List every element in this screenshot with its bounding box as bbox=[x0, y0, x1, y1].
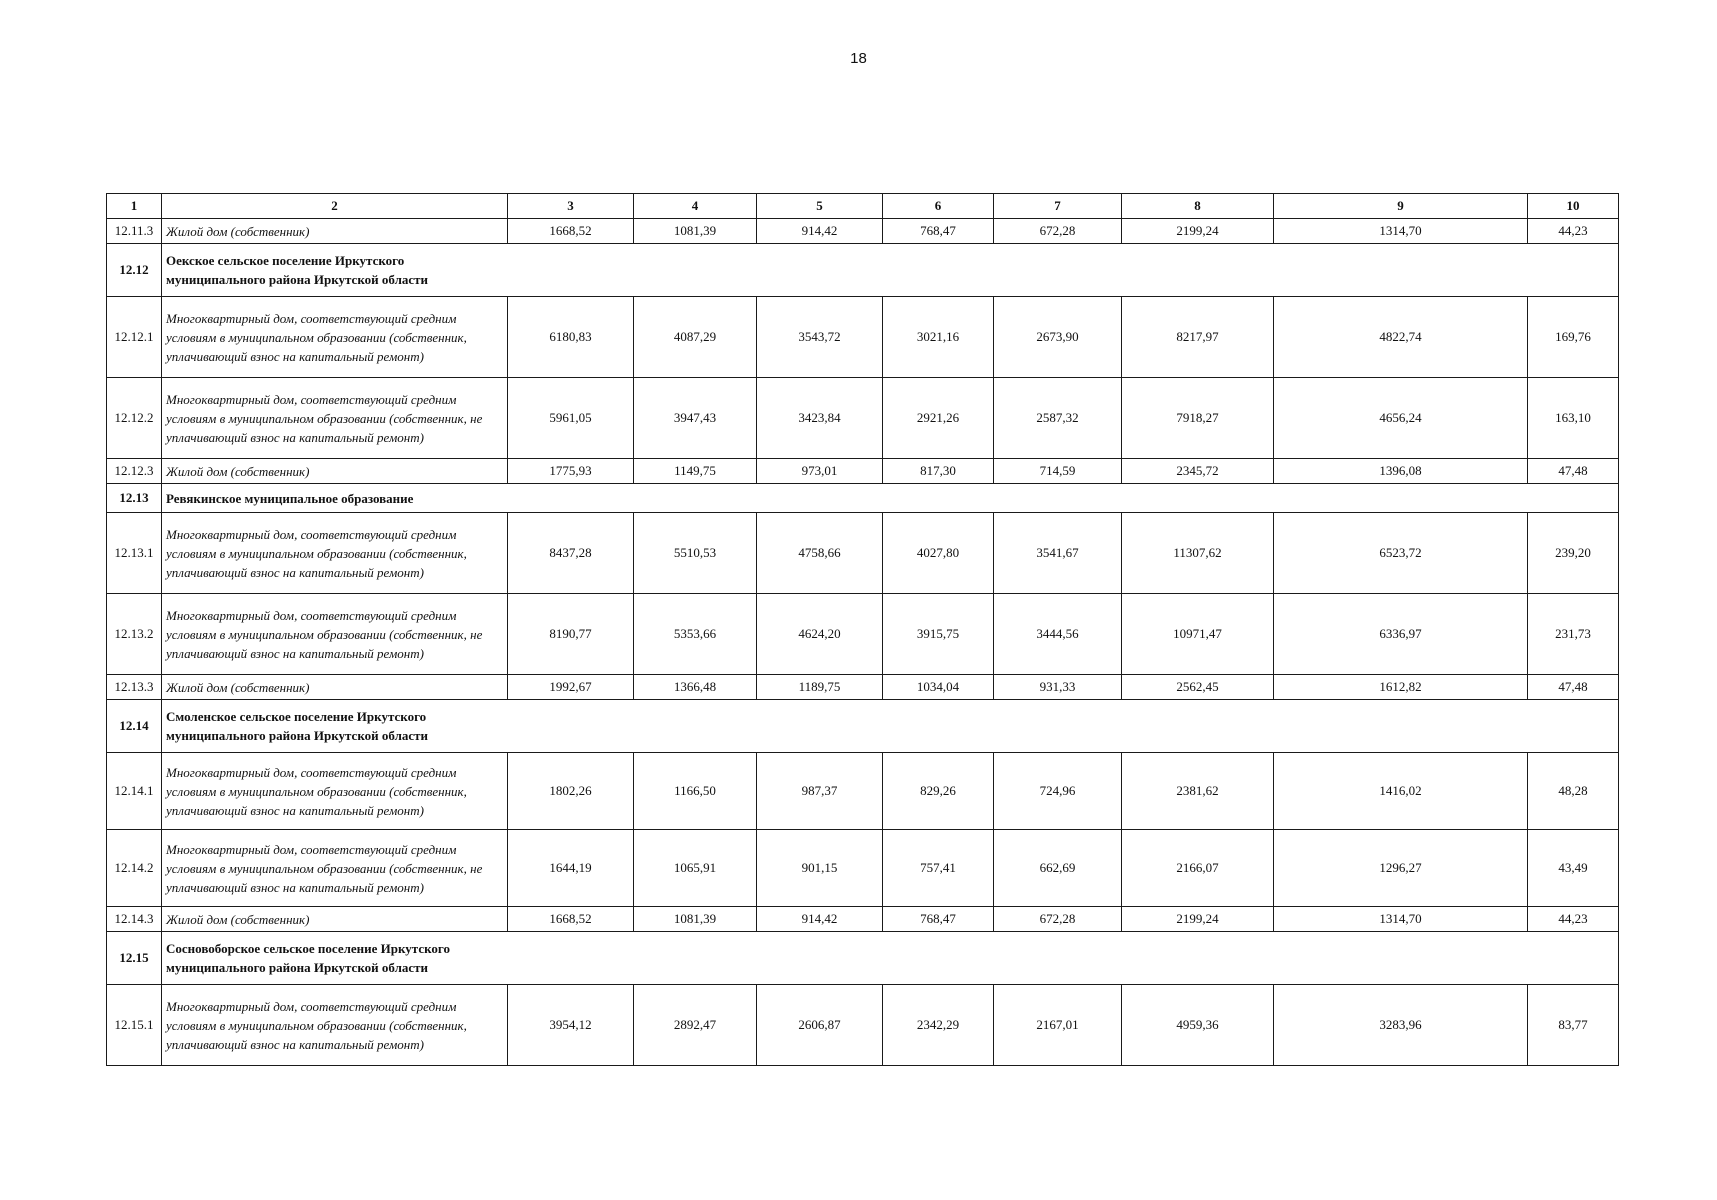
table-row bbox=[107, 513, 1619, 594]
section-title-text: Ревякинское муниципальное образование bbox=[166, 490, 414, 506]
value-cell: 1668,52 bbox=[508, 219, 634, 244]
tariff-table bbox=[106, 193, 1619, 1066]
column-header: 5 bbox=[757, 194, 883, 219]
section-code: 12.13 bbox=[107, 484, 162, 513]
value-cell: 714,59 bbox=[994, 459, 1122, 484]
column-header: 9 bbox=[1274, 194, 1528, 219]
value-cell: 6180,83 bbox=[508, 297, 634, 378]
value-cell: 2342,29 bbox=[883, 985, 994, 1066]
value-cell: 3915,75 bbox=[883, 594, 994, 675]
value-cell: 672,28 bbox=[994, 219, 1122, 244]
value-cell: 4087,29 bbox=[634, 297, 757, 378]
value-cell: 7918,27 bbox=[1122, 378, 1274, 459]
value-cell: 1296,27 bbox=[1274, 830, 1528, 907]
value-cell: 2921,26 bbox=[883, 378, 994, 459]
value-cell: 43,49 bbox=[1528, 830, 1619, 907]
value-cell: 8217,97 bbox=[1122, 297, 1274, 378]
value-cell: 829,26 bbox=[883, 753, 994, 830]
value-cell: 2562,45 bbox=[1122, 675, 1274, 700]
column-header: 6 bbox=[883, 194, 994, 219]
value-cell: 817,30 bbox=[883, 459, 994, 484]
table-row bbox=[107, 907, 1619, 932]
value-cell: 1034,04 bbox=[883, 675, 994, 700]
value-cell: 83,77 bbox=[1528, 985, 1619, 1066]
table-row bbox=[107, 830, 1619, 907]
column-header: 2 bbox=[162, 194, 508, 219]
value-cell: 1081,39 bbox=[634, 219, 757, 244]
value-cell: 2166,07 bbox=[1122, 830, 1274, 907]
section-title bbox=[162, 244, 1619, 297]
value-cell: 3444,56 bbox=[994, 594, 1122, 675]
value-cell: 6336,97 bbox=[1274, 594, 1528, 675]
value-cell: 1644,19 bbox=[508, 830, 634, 907]
value-cell: 2606,87 bbox=[757, 985, 883, 1066]
value-cell: 931,33 bbox=[994, 675, 1122, 700]
value-cell: 3021,16 bbox=[883, 297, 994, 378]
section-title-text: Оекское сельское поселение Иркутского муниципального района Иркутской области bbox=[166, 253, 429, 287]
table-row bbox=[107, 459, 1619, 484]
table-row bbox=[107, 675, 1619, 700]
value-cell: 973,01 bbox=[757, 459, 883, 484]
value-cell: 4822,74 bbox=[1274, 297, 1528, 378]
row-description: Жилой дом (собственник) bbox=[162, 459, 508, 484]
page-number: 18 bbox=[850, 50, 867, 67]
column-header: 7 bbox=[994, 194, 1122, 219]
value-cell: 1314,70 bbox=[1274, 219, 1528, 244]
row-description: Многоквартирный дом, соответствующий средним условиям в муниципальном образовании (собственник, не уплачивающий взнос на капитальный ремонт) bbox=[162, 594, 508, 675]
value-cell: 2381,62 bbox=[1122, 753, 1274, 830]
table-body bbox=[107, 219, 1619, 1066]
value-cell: 3541,67 bbox=[994, 513, 1122, 594]
value-cell: 724,96 bbox=[994, 753, 1122, 830]
value-cell: 1081,39 bbox=[634, 907, 757, 932]
value-cell: 3423,84 bbox=[757, 378, 883, 459]
value-cell: 6523,72 bbox=[1274, 513, 1528, 594]
value-cell: 8437,28 bbox=[508, 513, 634, 594]
value-cell: 1612,82 bbox=[1274, 675, 1528, 700]
row-code: 12.11.3 bbox=[107, 219, 162, 244]
value-cell: 10971,47 bbox=[1122, 594, 1274, 675]
value-cell: 2167,01 bbox=[994, 985, 1122, 1066]
value-cell: 1992,67 bbox=[508, 675, 634, 700]
section-code: 12.12 bbox=[107, 244, 162, 297]
value-cell: 1065,91 bbox=[634, 830, 757, 907]
row-description: Многоквартирный дом, соответствующий средним условиям в муниципальном образовании (собственник, уплачивающий взнос на капитальный ремонт) bbox=[162, 513, 508, 594]
row-code: 12.13.2 bbox=[107, 594, 162, 675]
value-cell: 231,73 bbox=[1528, 594, 1619, 675]
section-title bbox=[162, 932, 1619, 985]
table-row bbox=[107, 753, 1619, 830]
column-header: 8 bbox=[1122, 194, 1274, 219]
row-code: 12.14.2 bbox=[107, 830, 162, 907]
row-description: Жилой дом (собственник) bbox=[162, 219, 508, 244]
value-cell: 914,42 bbox=[757, 219, 883, 244]
value-cell: 1366,48 bbox=[634, 675, 757, 700]
value-cell: 47,48 bbox=[1528, 459, 1619, 484]
value-cell: 1314,70 bbox=[1274, 907, 1528, 932]
value-cell: 47,48 bbox=[1528, 675, 1619, 700]
value-cell: 5510,53 bbox=[634, 513, 757, 594]
row-code: 12.14.3 bbox=[107, 907, 162, 932]
value-cell: 1166,50 bbox=[634, 753, 757, 830]
value-cell: 2199,24 bbox=[1122, 907, 1274, 932]
value-cell: 163,10 bbox=[1528, 378, 1619, 459]
row-description: Многоквартирный дом, соответствующий средним условиям в муниципальном образовании (собственник, уплачивающий взнос на капитальный ремонт) bbox=[162, 753, 508, 830]
value-cell: 48,28 bbox=[1528, 753, 1619, 830]
value-cell: 4656,24 bbox=[1274, 378, 1528, 459]
value-cell: 1775,93 bbox=[508, 459, 634, 484]
value-cell: 1149,75 bbox=[634, 459, 757, 484]
table-row bbox=[107, 594, 1619, 675]
table-row bbox=[107, 297, 1619, 378]
value-cell: 44,23 bbox=[1528, 907, 1619, 932]
row-code: 12.13.1 bbox=[107, 513, 162, 594]
value-cell: 672,28 bbox=[994, 907, 1122, 932]
row-description: Многоквартирный дом, соответствующий средним условиям в муниципальном образовании (собственник, не уплачивающий взнос на капитальный ремонт) bbox=[162, 830, 508, 907]
value-cell: 239,20 bbox=[1528, 513, 1619, 594]
section-title bbox=[162, 484, 1619, 513]
value-cell: 8190,77 bbox=[508, 594, 634, 675]
value-cell: 901,15 bbox=[757, 830, 883, 907]
row-code: 12.12.1 bbox=[107, 297, 162, 378]
value-cell: 3283,96 bbox=[1274, 985, 1528, 1066]
value-cell: 1189,75 bbox=[757, 675, 883, 700]
column-header: 10 bbox=[1528, 194, 1619, 219]
value-cell: 2587,32 bbox=[994, 378, 1122, 459]
section-title-text: Смоленское сельское поселение Иркутского муниципального района Иркутской области bbox=[166, 709, 429, 743]
value-cell: 2673,90 bbox=[994, 297, 1122, 378]
row-code: 12.15.1 bbox=[107, 985, 162, 1066]
value-cell: 987,37 bbox=[757, 753, 883, 830]
value-cell: 4959,36 bbox=[1122, 985, 1274, 1066]
row-description: Многоквартирный дом, соответствующий средним условиям в муниципальном образовании (собственник, уплачивающий взнос на капитальный ремонт) bbox=[162, 297, 508, 378]
row-description: Жилой дом (собственник) bbox=[162, 675, 508, 700]
section-code: 12.14 bbox=[107, 700, 162, 753]
value-cell: 1802,26 bbox=[508, 753, 634, 830]
value-cell: 3543,72 bbox=[757, 297, 883, 378]
value-cell: 4758,66 bbox=[757, 513, 883, 594]
section-title bbox=[162, 700, 1619, 753]
table-row bbox=[107, 219, 1619, 244]
section-row bbox=[107, 484, 1619, 513]
value-cell: 5961,05 bbox=[508, 378, 634, 459]
section-code: 12.15 bbox=[107, 932, 162, 985]
value-cell: 2199,24 bbox=[1122, 219, 1274, 244]
value-cell: 662,69 bbox=[994, 830, 1122, 907]
value-cell: 44,23 bbox=[1528, 219, 1619, 244]
value-cell: 11307,62 bbox=[1122, 513, 1274, 594]
section-row bbox=[107, 700, 1619, 753]
column-number-row bbox=[107, 194, 1619, 219]
section-title-text: Сосновоборское сельское поселение Иркутского муниципального района Иркутской области bbox=[166, 941, 451, 975]
column-header: 1 bbox=[107, 194, 162, 219]
table-row bbox=[107, 985, 1619, 1066]
row-code: 12.14.1 bbox=[107, 753, 162, 830]
value-cell: 3947,43 bbox=[634, 378, 757, 459]
value-cell: 914,42 bbox=[757, 907, 883, 932]
value-cell: 3954,12 bbox=[508, 985, 634, 1066]
value-cell: 757,41 bbox=[883, 830, 994, 907]
value-cell: 2892,47 bbox=[634, 985, 757, 1066]
value-cell: 169,76 bbox=[1528, 297, 1619, 378]
table-row bbox=[107, 378, 1619, 459]
value-cell: 768,47 bbox=[883, 907, 994, 932]
value-cell: 768,47 bbox=[883, 219, 994, 244]
value-cell: 4027,80 bbox=[883, 513, 994, 594]
value-cell: 1668,52 bbox=[508, 907, 634, 932]
row-code: 12.12.3 bbox=[107, 459, 162, 484]
row-code: 12.13.3 bbox=[107, 675, 162, 700]
column-header: 3 bbox=[508, 194, 634, 219]
value-cell: 1416,02 bbox=[1274, 753, 1528, 830]
section-row bbox=[107, 932, 1619, 985]
value-cell: 1396,08 bbox=[1274, 459, 1528, 484]
value-cell: 2345,72 bbox=[1122, 459, 1274, 484]
value-cell: 4624,20 bbox=[757, 594, 883, 675]
section-row bbox=[107, 244, 1619, 297]
value-cell: 5353,66 bbox=[634, 594, 757, 675]
column-header: 4 bbox=[634, 194, 757, 219]
row-description: Жилой дом (собственник) bbox=[162, 907, 508, 932]
row-code: 12.12.2 bbox=[107, 378, 162, 459]
row-description: Многоквартирный дом, соответствующий средним условиям в муниципальном образовании (собственник, уплачивающий взнос на капитальный ремонт) bbox=[162, 985, 508, 1066]
row-description: Многоквартирный дом, соответствующий средним условиям в муниципальном образовании (собственник, не уплачивающий взнос на капитальный ремонт) bbox=[162, 378, 508, 459]
